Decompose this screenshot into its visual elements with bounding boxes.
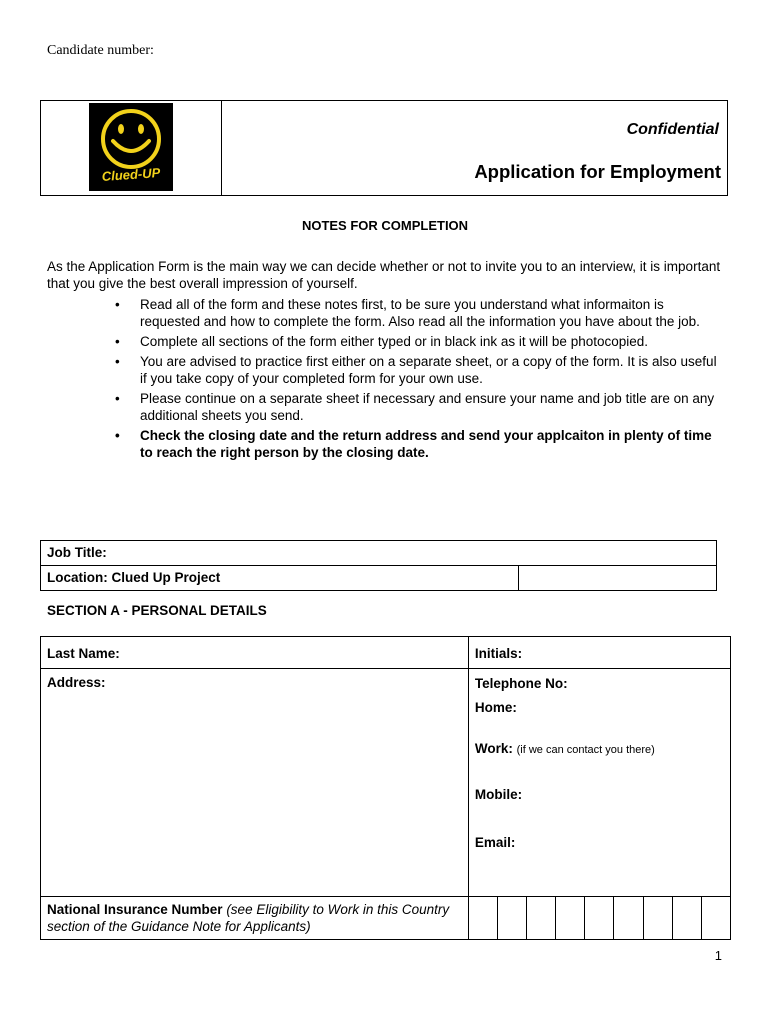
list-item: • Complete all sections of the form either typed or in black ink as it will be photocopied. <box>115 334 649 349</box>
ni-box[interactable] <box>614 897 643 940</box>
mobile-field[interactable]: Mobile: <box>474 787 523 802</box>
bullet-icon: • <box>115 297 120 312</box>
ni-box[interactable] <box>497 897 526 940</box>
confidential-label: Confidential <box>626 121 719 138</box>
clued-up-logo <box>89 103 173 191</box>
bullet-icon: • <box>115 428 120 443</box>
list-item: • You are advised to practice first either on a separate sheet, or a copy of the form. It is also useful if you take copy of your completed form for your own use. <box>115 354 717 386</box>
logo-cell <box>41 101 222 195</box>
job-title-field[interactable]: Job Title: <box>41 541 717 566</box>
last-name-field[interactable]: Last Name: <box>41 637 469 669</box>
bullet-icon: • <box>115 391 120 406</box>
list-item: • Check the closing date and the return address and send your applcaiton in plenty of time to reach the right person by the closing date. <box>115 428 712 460</box>
list-item: • Read all of the form and these notes first, to be sure you understand what informaiton is requested and how to complete the form. Also read all the information you have about the job. <box>115 297 700 329</box>
ni-box[interactable] <box>468 897 497 940</box>
job-table <box>40 540 717 591</box>
home-phone-field[interactable]: Home: <box>474 700 517 715</box>
ni-box[interactable] <box>556 897 585 940</box>
ni-number-label-cell: National Insurance Number (see Eligibility to Work in this Country section of the Guidance Note for Applicants) <box>41 897 469 940</box>
notes-heading: NOTES FOR COMPLETION <box>301 218 469 233</box>
ni-box[interactable] <box>643 897 672 940</box>
page-title: Application for Employment <box>474 161 721 182</box>
section-a-heading: SECTION A - PERSONAL DETAILS <box>47 603 267 618</box>
page-number: 1 <box>714 948 722 963</box>
telephone-label: Telephone No: <box>474 676 568 691</box>
candidate-number-label: Candidate number: <box>47 43 154 58</box>
personal-details-table <box>40 636 731 940</box>
ni-box[interactable] <box>585 897 614 940</box>
address-field[interactable]: Address: <box>41 669 469 897</box>
ni-box[interactable] <box>672 897 701 940</box>
telephone-cell <box>468 669 730 897</box>
email-field[interactable]: Email: <box>474 835 516 850</box>
logo-text: Clued-UP <box>101 164 161 185</box>
work-phone-field[interactable]: Work: (if we can contact you there) <box>474 741 655 756</box>
ni-box[interactable] <box>701 897 730 940</box>
notes-list <box>107 296 727 464</box>
bullet-icon: • <box>115 334 120 349</box>
bullet-icon: • <box>115 354 120 369</box>
location-field: Location: Clued Up Project <box>41 566 519 591</box>
notes-intro: As the Application Form is the main way we can decide whether or not to invite you to an interview, it is important that you give the best overall impression of yourself. <box>47 259 721 291</box>
list-item: • Please continue on a separate sheet if necessary and ensure your name and job title are on any additional sheets you send. <box>115 391 715 423</box>
ni-box[interactable] <box>527 897 556 940</box>
location-extra-field[interactable] <box>519 566 717 591</box>
header-box <box>40 100 728 196</box>
initials-field[interactable]: Initials: <box>468 637 730 669</box>
